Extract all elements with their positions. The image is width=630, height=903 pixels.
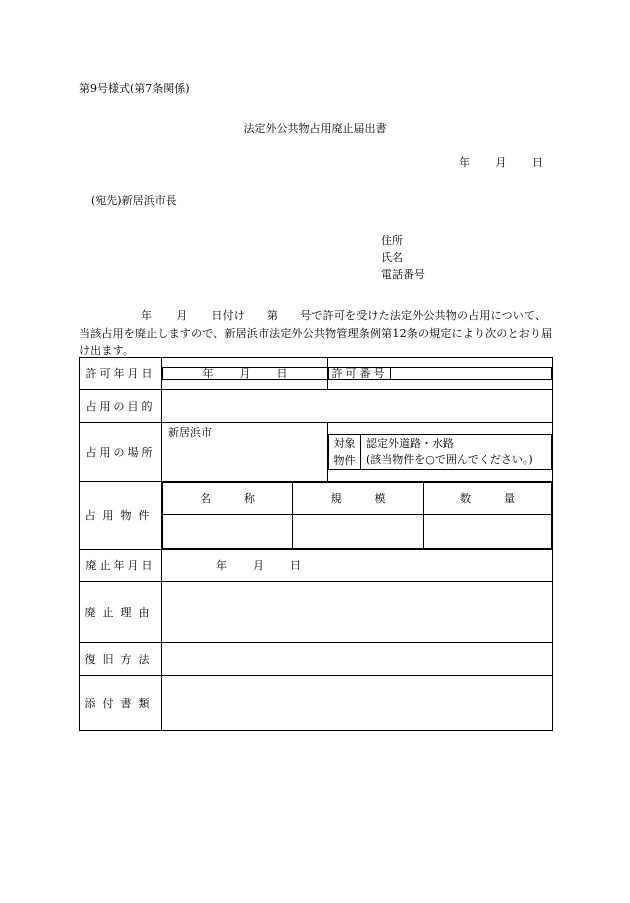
permit-year: 年 xyxy=(202,367,214,380)
body-text: 号で許可を受けた法定外公共物の占用について、当該占用を廃止しますので、新居浜市法定外公共物管理条例第12条の規定により次のとおり届け出ます。 xyxy=(79,309,553,357)
restore-field[interactable] xyxy=(162,643,553,676)
addressee: (宛先)新居浜市長 xyxy=(91,194,177,207)
abolish-year: 年 xyxy=(216,559,227,572)
purpose-field[interactable] xyxy=(162,390,553,423)
col-scale-header: 規 模 xyxy=(293,483,424,515)
name-label: 氏名 xyxy=(381,251,403,264)
reason-label: 廃止理由 xyxy=(80,582,162,643)
purpose-label: 占用の目的 xyxy=(80,390,162,423)
row-abolish-date xyxy=(80,550,553,582)
body-paragraph xyxy=(79,307,554,360)
row-items xyxy=(80,482,553,550)
items-grid xyxy=(162,482,553,550)
address-label: 住所 xyxy=(381,234,403,247)
target-label: 対象 物件 xyxy=(329,435,361,470)
abolish-month: 月 xyxy=(253,559,264,572)
body-month: 月 xyxy=(176,309,188,322)
col-name-header: 名 称 xyxy=(163,483,293,515)
row-location xyxy=(80,423,553,482)
permit-date-label: 許可年月日 xyxy=(80,358,162,390)
location-label: 占用の場所 xyxy=(80,423,162,482)
permit-number-label: 許可番号 xyxy=(329,368,391,380)
applicant-block xyxy=(381,232,425,283)
reason-field[interactable] xyxy=(162,582,553,643)
target-value: 認定外道路・水路 xyxy=(366,437,454,450)
target-options[interactable] xyxy=(361,435,552,470)
row-reason xyxy=(80,582,553,643)
date-month: 月 xyxy=(495,156,507,169)
form-number: 第9号様式(第7条関係) xyxy=(79,82,190,95)
permit-date-area[interactable] xyxy=(162,358,328,390)
attachments-label: 添付書類 xyxy=(80,676,162,731)
target-area xyxy=(328,423,553,482)
location-prefix: 新居浜市 xyxy=(168,426,212,439)
date-day: 日 xyxy=(532,156,543,169)
row-permit-date xyxy=(80,358,553,390)
col-quantity-header: 数 量 xyxy=(424,483,552,515)
abolish-date-label: 廃止年月日 xyxy=(80,550,162,582)
body-no: 第 xyxy=(267,309,279,322)
row-attachments xyxy=(80,676,553,731)
abolish-date-field[interactable] xyxy=(162,550,553,582)
body-year: 年 xyxy=(141,309,153,322)
notification-form-table xyxy=(79,357,553,731)
item-name-field[interactable] xyxy=(163,515,293,549)
row-restore xyxy=(80,643,553,676)
document-title: 法定外公共物占用廃止届出書 xyxy=(243,122,387,135)
target-instruction: (該当物件を○で囲んでください。) xyxy=(366,453,533,466)
items-label: 占用物件 xyxy=(80,482,162,550)
date-year: 年 xyxy=(459,156,470,169)
attachments-field[interactable] xyxy=(162,676,553,731)
row-purpose xyxy=(80,390,553,423)
permit-number-field[interactable] xyxy=(391,368,552,380)
permit-number-area xyxy=(328,358,553,390)
phone-label: 電話番号 xyxy=(381,268,425,281)
submission-date xyxy=(437,157,543,168)
abolish-day: 日 xyxy=(290,559,301,572)
permit-month: 月 xyxy=(239,367,251,380)
permit-day: 日 xyxy=(276,367,288,380)
item-quantity-field[interactable] xyxy=(424,515,552,549)
restore-label: 復旧方法 xyxy=(80,643,162,676)
item-scale-field[interactable] xyxy=(293,515,424,549)
body-dated: 日付け xyxy=(211,309,246,322)
location-field[interactable] xyxy=(162,423,328,482)
